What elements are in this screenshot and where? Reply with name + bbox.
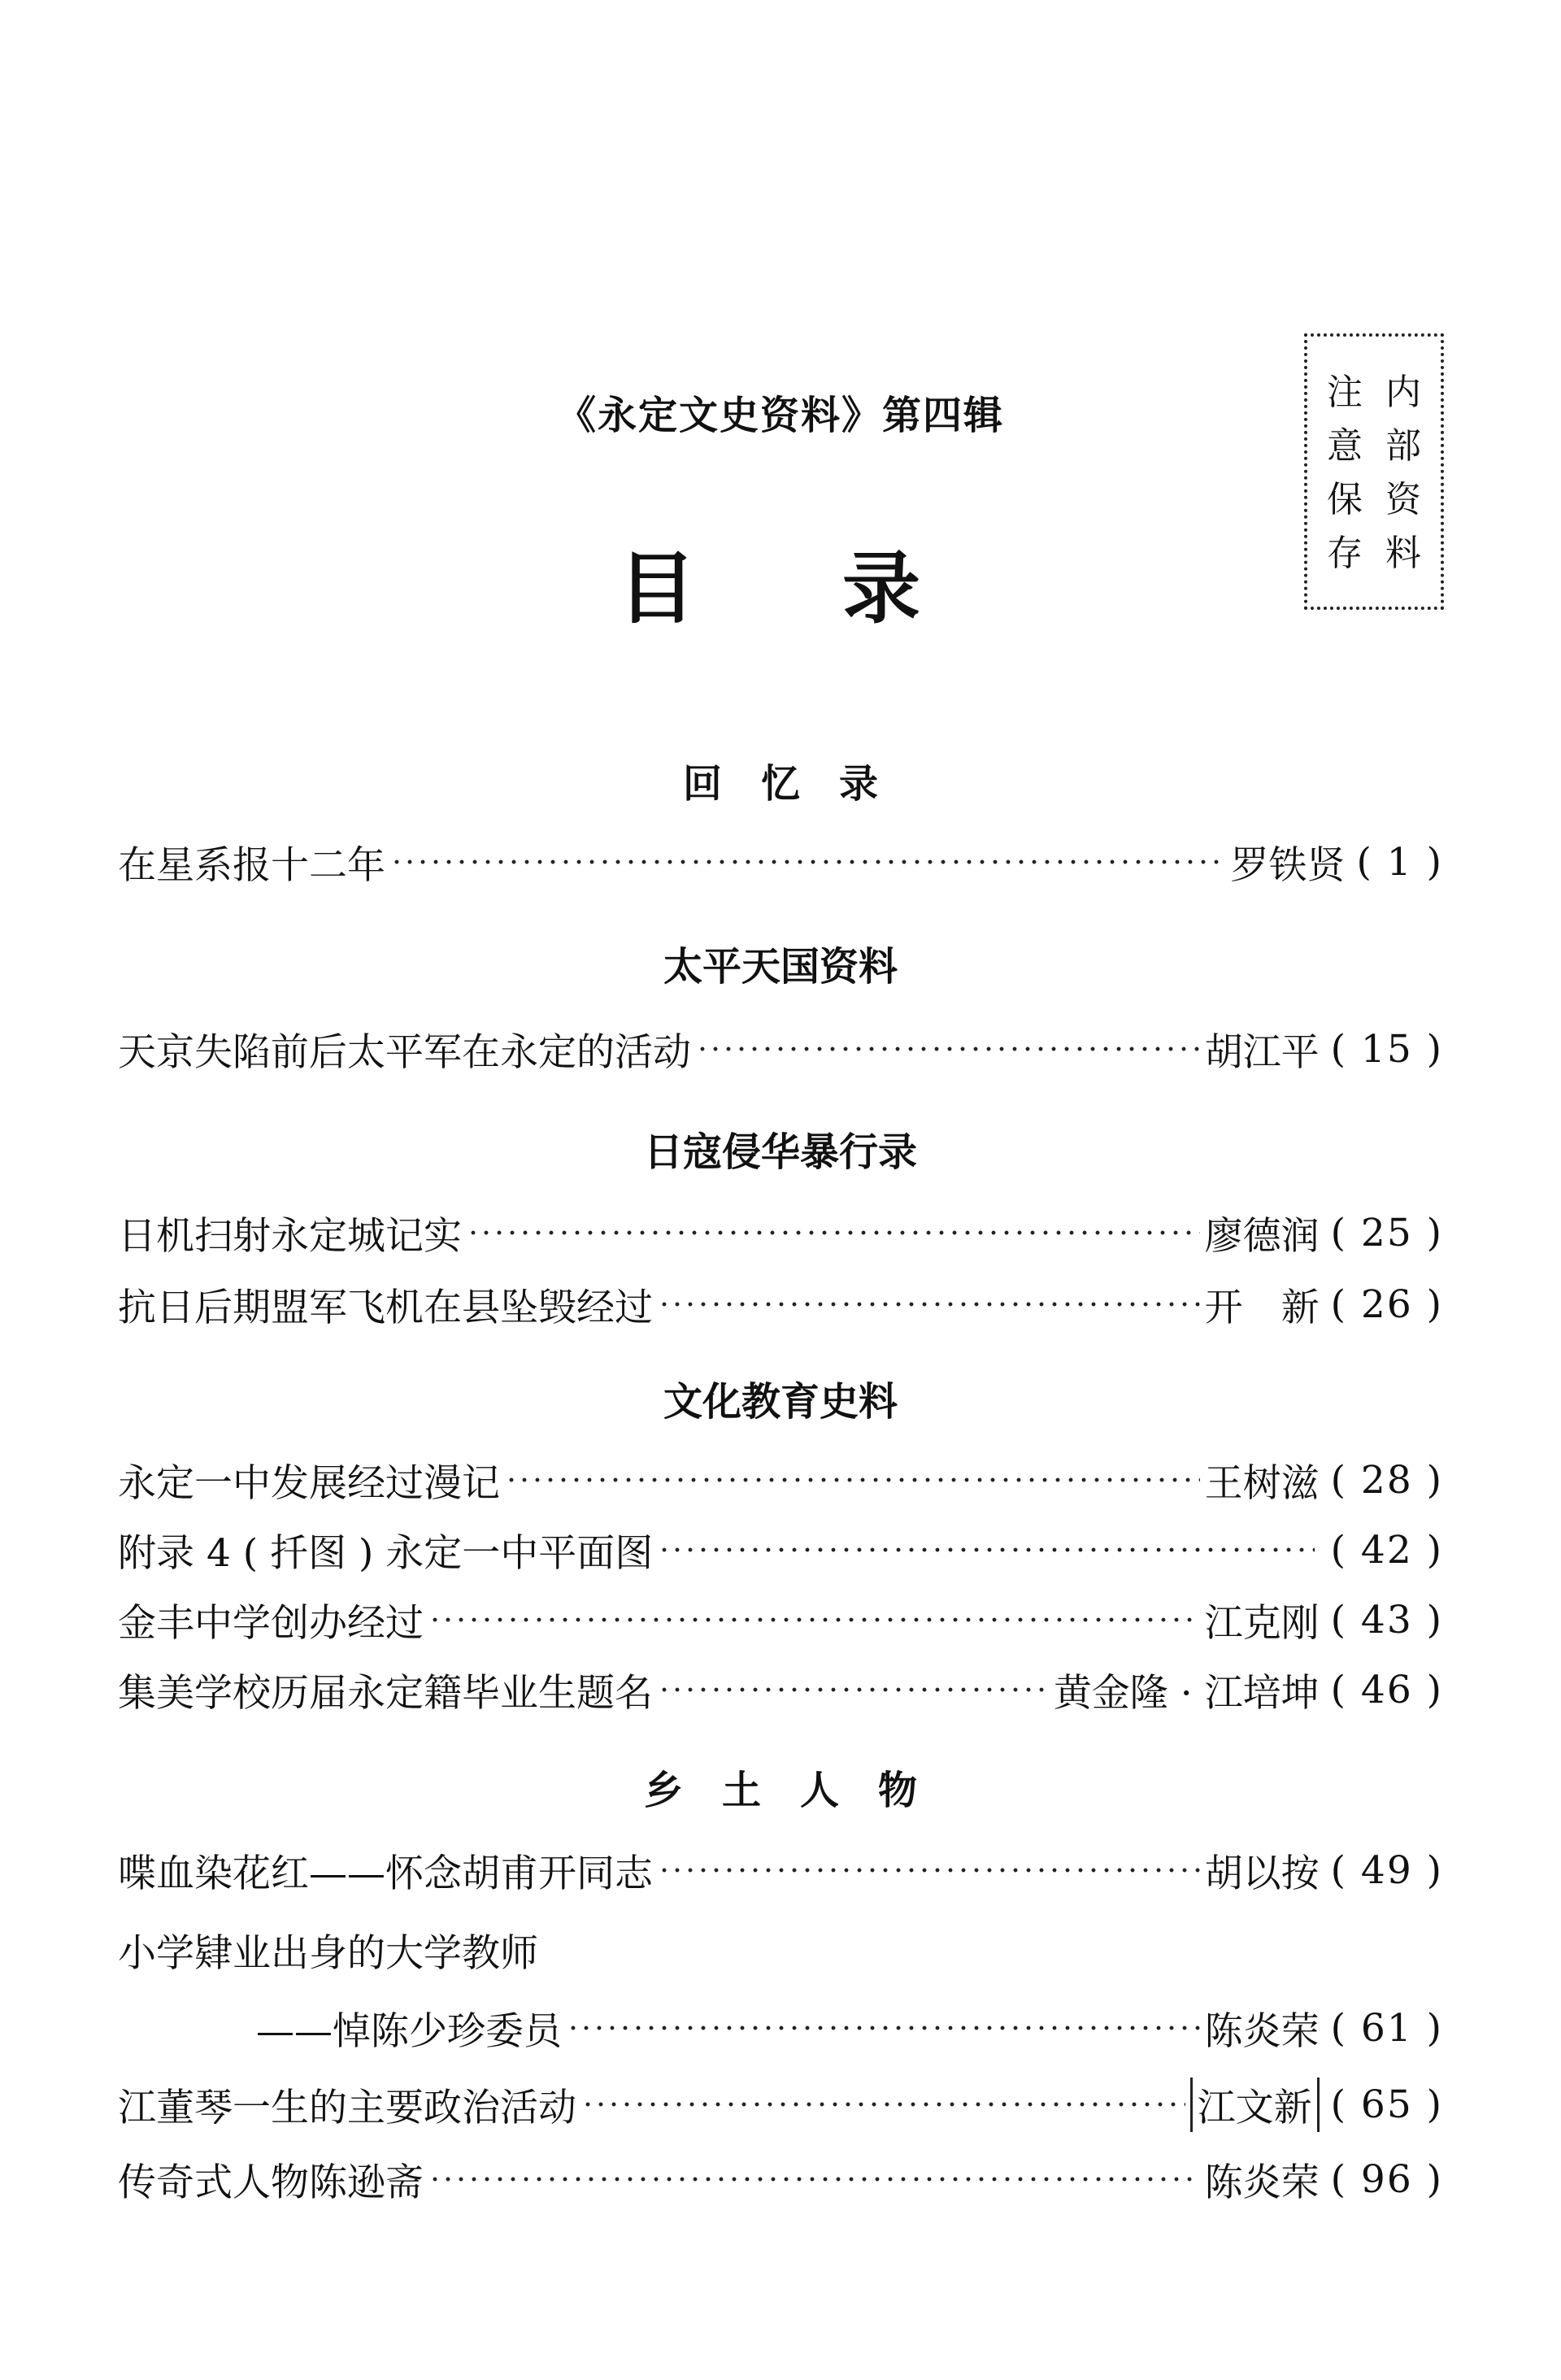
toc-entry[interactable] <box>118 2080 1443 2129</box>
entry-author: 胡江平 <box>1204 1029 1320 1075</box>
leader-dots <box>658 1546 1314 1554</box>
leader-dots <box>658 1300 1200 1308</box>
entry-author: 开 新 <box>1204 1285 1320 1330</box>
stamp-char: 保 <box>1327 479 1363 520</box>
entry-author: 陈炎荣 <box>1204 2160 1320 2205</box>
entry-title: 天京失陷前后太平军在永定的活动 <box>118 1029 691 1075</box>
stamp-char: 料 <box>1385 533 1421 574</box>
entry-page: ( 42 ) <box>1330 1527 1443 1573</box>
leader-dots <box>696 1045 1200 1053</box>
toc-entry[interactable] <box>256 2004 1443 2052</box>
toc-entry[interactable] <box>118 1455 1443 1504</box>
entry-title: 日机扫射永定城记实 <box>118 1213 462 1259</box>
entry-page: ( 26 ) <box>1330 1281 1443 1327</box>
page-title: 目录 <box>618 543 1067 634</box>
stamp-char: 注 <box>1327 372 1363 413</box>
toc-entry[interactable] <box>118 1525 1443 1574</box>
entry-author: 罗铁贤 <box>1230 842 1346 888</box>
entry-page: ( 15 ) <box>1330 1026 1443 1072</box>
stamp-char: 资 <box>1385 479 1421 520</box>
entry-author: 王树滋 <box>1204 1460 1320 1506</box>
stamp-char: 存 <box>1327 533 1363 574</box>
leader-dots <box>658 1686 1049 1694</box>
section-heading-japanese-atrocities: 日寇侵华暴行录 <box>643 1129 917 1175</box>
entry-page: ( 28 ) <box>1330 1457 1443 1503</box>
entry-page: ( 25 ) <box>1330 1210 1443 1255</box>
series-title: 《永定文史资料》第四辑 <box>556 393 1004 438</box>
entry-subtitle: ——悼陈少珍委员 <box>256 2008 562 2054</box>
leader-dots <box>390 858 1226 866</box>
leader-dots <box>567 2024 1200 2032</box>
entry-title: 金丰中学创办经过 <box>118 1600 424 1646</box>
entry-title: 江董琴一生的主要政治活动 <box>118 2085 576 2130</box>
leader-dots <box>467 1229 1200 1237</box>
section-heading-culture-education: 文化教育史料 <box>663 1379 898 1425</box>
entry-title: 抗日后期盟军飞机在县坠毁经过 <box>118 1285 653 1330</box>
entry-page: ( 65 ) <box>1330 2082 1443 2127</box>
internal-material-stamp <box>1304 333 1444 610</box>
entry-author: 江克刚 <box>1204 1600 1320 1646</box>
entry-title: 永定一中发展经过漫记 <box>118 1460 500 1506</box>
toc-entry[interactable] <box>118 1595 1443 1644</box>
leader-dots <box>428 2175 1200 2183</box>
entry-page: ( 46 ) <box>1330 1667 1443 1712</box>
section-heading-memoirs: 回 忆 录 <box>682 761 878 807</box>
section-heading-taiping: 太平天国资料 <box>663 944 898 990</box>
entry-page: ( 49 ) <box>1330 1847 1443 1893</box>
leader-dots <box>428 1616 1200 1624</box>
entry-author: 廖德润 <box>1204 1213 1320 1259</box>
entry-author: 江文新 <box>1190 2078 1320 2132</box>
stamp-column-left <box>1322 366 1368 581</box>
stamp-char: 内 <box>1385 372 1421 413</box>
entry-author: 陈炎荣 <box>1204 2008 1320 2054</box>
entry-author: 黄金隆 · 江培坤 <box>1053 1670 1320 1716</box>
entry-page: ( 1 ) <box>1356 839 1443 885</box>
stamp-char: 意 <box>1327 425 1363 467</box>
leader-dots <box>505 1476 1200 1484</box>
entry-title: 在星系报十二年 <box>118 842 385 888</box>
toc-entry[interactable] <box>118 1665 1443 1714</box>
entry-title: 传奇式人物陈逊斋 <box>118 2160 424 2205</box>
toc-entry[interactable] <box>118 838 1443 886</box>
entry-title-line[interactable]: 小学肄业出身的大学教师 <box>118 1930 538 1976</box>
toc-entry[interactable] <box>118 1025 1443 1073</box>
entry-title: 附录 4 ( 扦图 ) 永定一中平面图 <box>118 1530 654 1576</box>
toc-entry[interactable] <box>118 2155 1443 2204</box>
entry-title: 喋血染花红——怀念胡甫开同志 <box>118 1851 653 1896</box>
entry-title: 集美学校历届永定籍毕业生题名 <box>118 1670 653 1716</box>
entry-page: ( 61 ) <box>1330 2005 1443 2051</box>
leader-dots <box>658 1866 1200 1874</box>
stamp-char: 部 <box>1385 425 1421 467</box>
entry-page: ( 96 ) <box>1330 2156 1443 2202</box>
entry-author: 胡以按 <box>1204 1851 1320 1896</box>
leader-dots <box>581 2100 1185 2108</box>
section-heading-local-figures: 乡 土 人 物 <box>643 1768 917 1813</box>
toc-entry[interactable] <box>118 1280 1443 1329</box>
entry-page: ( 43 ) <box>1330 1597 1443 1643</box>
toc-entry[interactable] <box>118 1846 1443 1895</box>
toc-entry[interactable] <box>118 1208 1443 1257</box>
stamp-column-right <box>1381 366 1426 581</box>
